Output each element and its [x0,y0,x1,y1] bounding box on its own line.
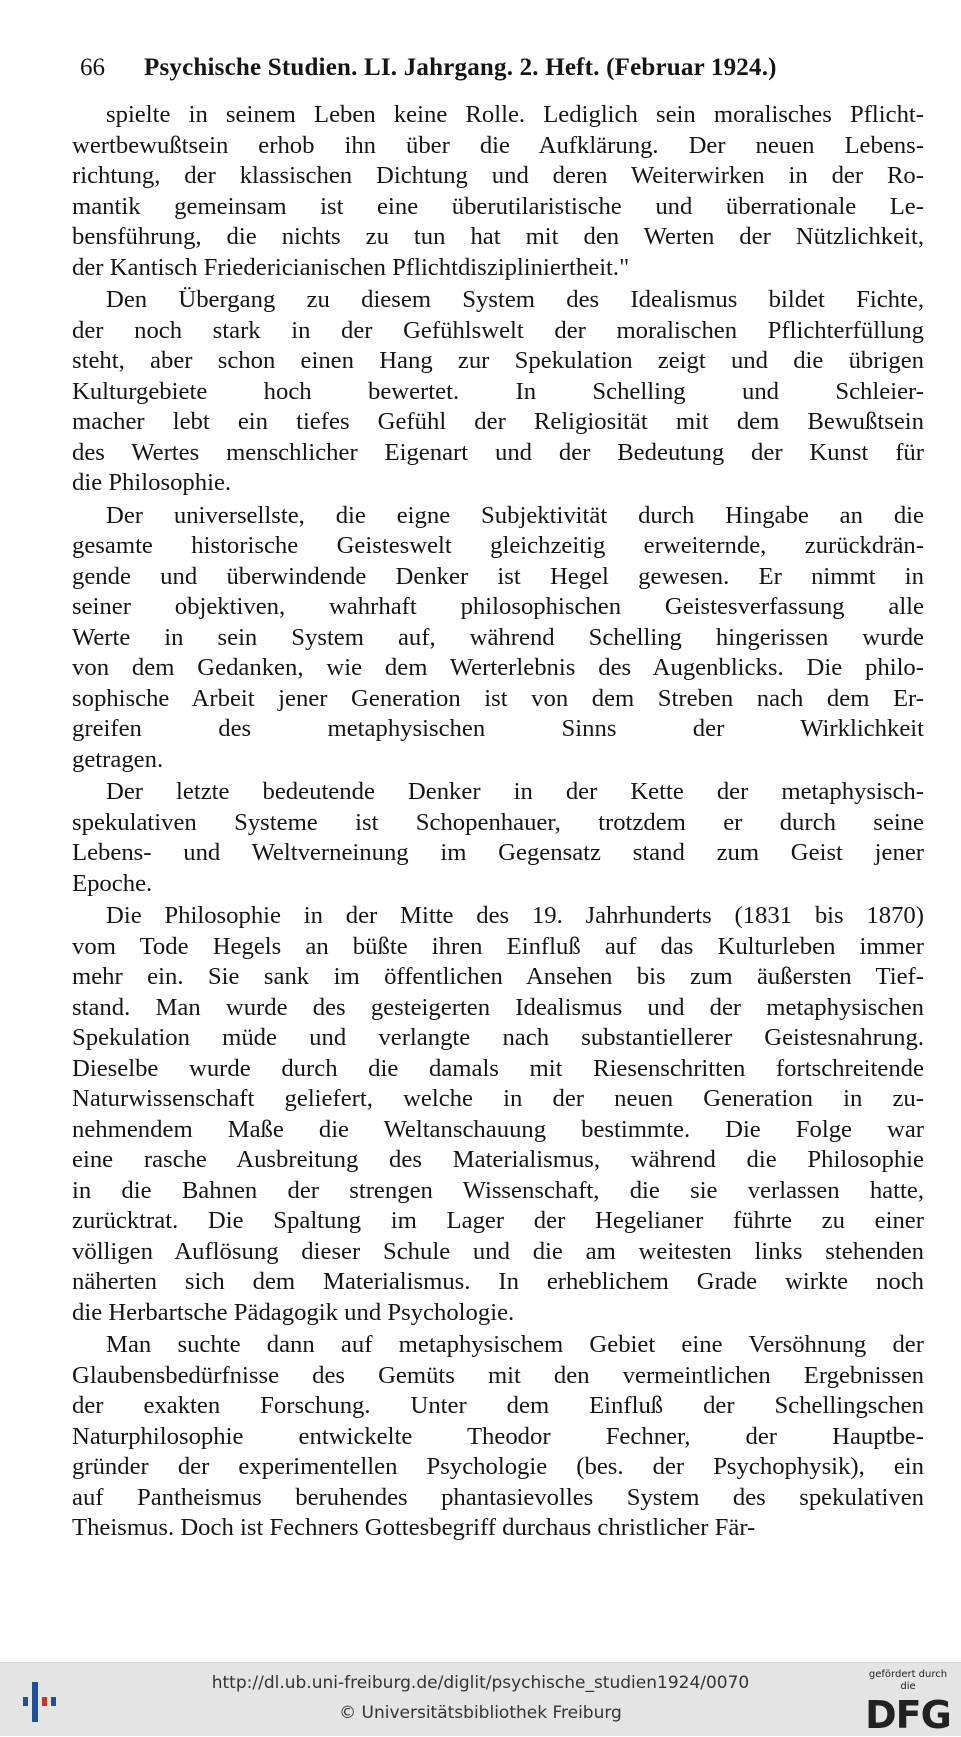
text-line: Lebens- und Weltverneinung im Gegensatz stand zum Geist jener [72,839,924,866]
text-line: macher lebt ein tiefes Gefühl der Religiosität mit dem Bewußtsein [72,408,924,435]
body-text [72,100,924,1544]
text-line: Den Übergang zu diesem System des Idealismus bildet Fichte, [106,286,924,313]
text-line: Spekulation müde und verlangte nach substantiellerer Geistesnahrung. [72,1024,924,1051]
text-line: mehr ein. Sie sank im öffentlichen Ansehen bis zum äußersten Tief- [72,963,924,990]
text-line: näherten sich dem Materialismus. In erheblichem Grade wirkte noch [72,1268,924,1295]
text-line: Naturwissenschaft geliefert, welche in der neuen Generation in zu- [72,1085,924,1112]
text-line: nehmendem Maße die Weltanschauung bestimmte. Die Folge war [72,1115,924,1143]
text-line: gründer der experimentellen Psychologie (bes. der Psychophysik), ein [72,1453,924,1480]
text-line: der Kantisch Friedericianischen Pflichtdiszipliniertheit." [72,253,630,281]
dfg-logo-icon: DFG [865,1693,951,1737]
text-line: eine rasche Ausbreitung des Materialismus, während die Philosophie [72,1146,924,1173]
text-line: mantik gemeinsam ist eine überutilaristische und überrationale Le- [72,192,924,220]
text-line: getragen. [72,745,164,773]
text-line: die Philosophie. [72,469,232,496]
text-line: Kulturgebiete hoch bewertet. In Schelling und Schleier- [72,377,924,405]
text-line: die Herbartsche Pädagogik und Psychologie. [72,1298,515,1326]
text-line: Epoche. [72,869,153,897]
text-line: auf Pantheismus beruhendes phantasievolles System des spekulativen [72,1483,924,1511]
text-line: steht, aber schon einen Hang zur Spekulation zeigt und die übrigen [72,347,924,374]
journal-header: Psychische Studien. LI. Jahrgang. 2. Heft. (Februar 1924.) [144,54,777,81]
text-line: stand. Man wurde des gesteigerten Idealismus und der metaphysischen [72,993,924,1021]
text-line: Theismus. Doch ist Fechners Gottesbegriff durchaus christlicher Fär- [72,1514,756,1541]
text-line: Die Philosophie in der Mitte des 19. Jahrhunderts (1831 bis 1870) [106,902,924,929]
text-line: Werte in sein System auf, während Schelling hingerissen wurde [72,623,924,651]
text-line: der exakten Forschung. Unter dem Einfluß der Schellingschen [72,1392,924,1419]
text-line: spekulativen Systeme ist Schopenhauer, trotzdem er durch seine [72,808,924,836]
text-line: richtung, der klassischen Dichtung und deren Weiterwirken in der Ro- [72,162,924,189]
text-line: Glaubensbedürfnisse des Gemüts mit den vermeintlichen Ergebnissen [72,1361,924,1389]
text-line: Naturphilosophie entwickelte Theodor Fechner, der Hauptbe- [72,1422,924,1450]
text-line: seiner objektiven, wahrhaft philosophischen Geistesverfassung alle [72,593,924,620]
text-line: wertbewußtsein erhob ihn über die Aufklärung. Der neuen Lebens- [72,131,924,159]
permalink-url[interactable]: http://dl.ub.uni-freiburg.de/diglit/psychische_studien1924/0070 [211,1673,750,1693]
text-line: in die Bahnen der strengen Wissenschaft, die sie verlassen hatte, [72,1176,924,1204]
text-line: Dieselbe wurde durch die damals mit Riesenschritten fortschreitende [72,1054,924,1082]
text-line: Der letzte bedeutende Denker in der Kette der metaphysisch- [106,778,924,805]
running-head [80,48,870,88]
text-line: bensführung, die nichts zu tun hat mit den Werten der Nützlichkeit, [72,223,924,250]
text-line: vom Tode Hegels an büßte ihren Einfluß auf das Kulturleben immer [72,932,924,960]
text-line: der noch stark in der Gefühlswelt der moralischen Pflichterfüllung [72,316,924,344]
page-number: 66 [80,54,105,81]
text-line: sophische Arbeit jener Generation ist von dem Streben nach dem Er- [72,684,924,712]
copyright-notice: © Universitätsbibliothek Freiburg [339,1703,622,1723]
text-line: gesamte historische Geisteswelt gleichzeitig erweiternde, zurückdrän- [72,532,924,559]
text-line: Man suchte dann auf metaphysischem Gebiet eine Versöhnung der [106,1331,924,1358]
text-line: gende und überwindende Denker ist Hegel gewesen. Er nimmt in [72,562,924,590]
text-line: zurücktrat. Die Spaltung im Lager der Hegelianer führte zu einer [72,1207,924,1234]
text-line: spielte in seinem Leben keine Rolle. Lediglich sein moralisches Pflicht- [106,101,924,128]
dfg-sponsor-logo [865,1669,951,1737]
sponsor-caption: gefördert durch die [868,1669,948,1692]
text-line: greifen des metaphysischen Sinns der Wirklichkeit [72,715,924,742]
text-line: völligen Auflösung dieser Schule und die am weitesten links stehenden [72,1237,924,1265]
text-line: von dem Gedanken, wie dem Werterlebnis des Augenblicks. Die philo- [72,654,924,681]
text-line: Der universellste, die eigne Subjektivität durch Hingabe an die [106,501,924,529]
text-line: des Wertes menschlicher Eigenart und der Bedeutung der Kunst für [72,438,924,466]
footer-bar [0,1662,961,1736]
